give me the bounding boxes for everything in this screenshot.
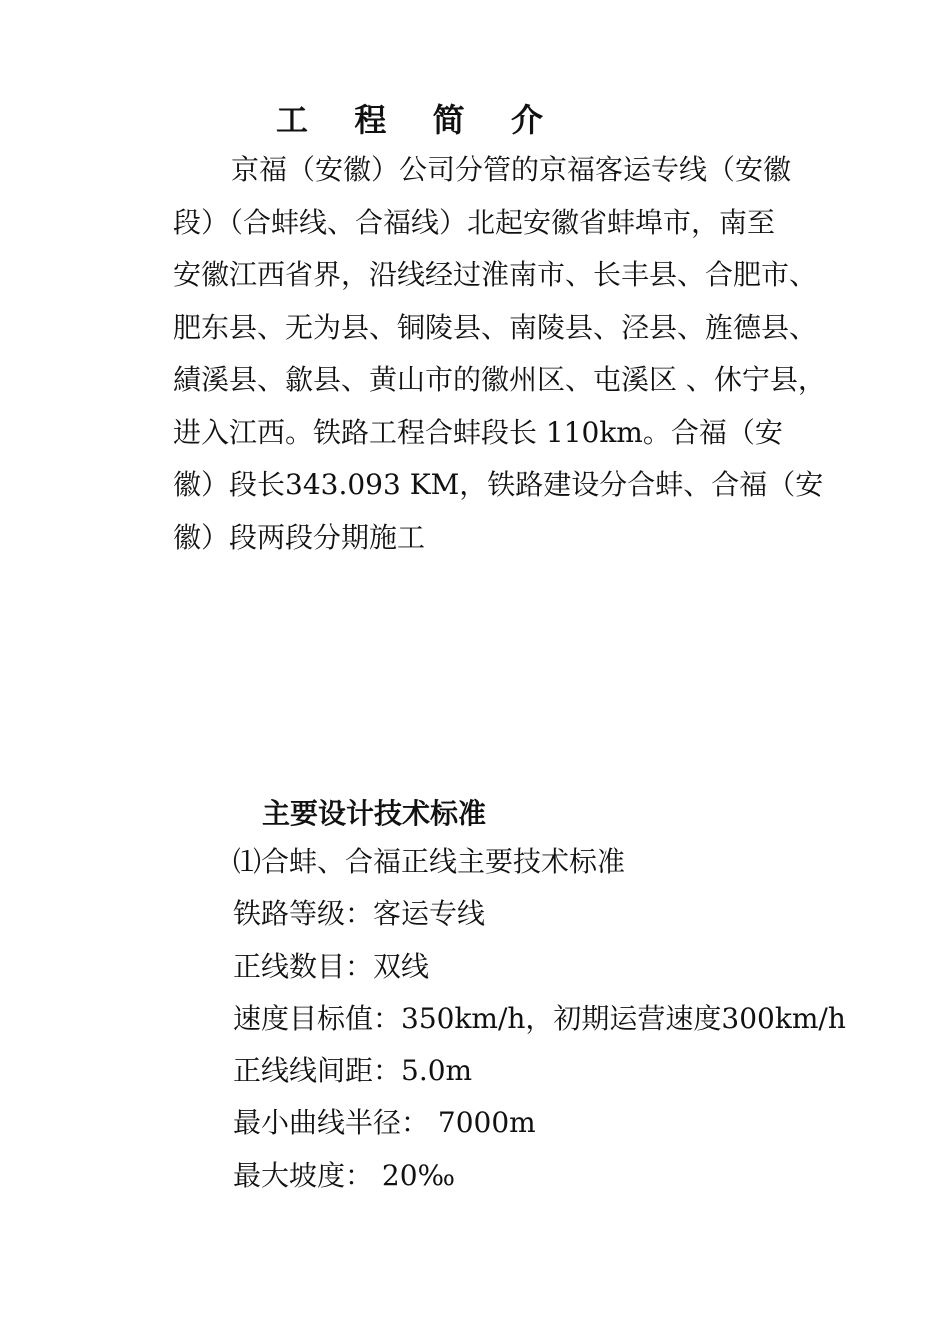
intro-paragraph xyxy=(173,144,873,564)
intro-line: 安徽江西省界，沿线经过淮南市、长丰县、合肥市、 xyxy=(173,258,818,291)
standards-item: 铁路等级：客运专线 xyxy=(233,897,486,931)
intro-line: 京福（安徽）公司分管的京福客运专线（安徽 xyxy=(231,153,792,186)
intro-line: 段）（合蚌线、合福线）北起安徽省蚌埠市，南至 xyxy=(173,205,776,239)
document-title: 工 程 简 介 xyxy=(276,101,561,139)
intro-line: 肥东县、无为县、铜陵县、南陵县、泾县、旌德县、 xyxy=(173,310,818,344)
intro-line: 績溪县、歙县、黄山市的徽州区、屯溪区 、休宁县， xyxy=(173,363,826,396)
standards-heading: 主要设计技术标准 xyxy=(262,797,487,830)
standards-item: 正线线间距：5.0m xyxy=(233,1054,473,1088)
intro-line: 徽）段两段分期施工 xyxy=(173,520,426,554)
intro-line: 徽）段长343.093 KM，铁路建设分合蚌、合福（安 xyxy=(173,468,824,501)
standards-item: 最大坡度： 20‰ xyxy=(233,1158,456,1192)
standards-item: 正线数目：双线 xyxy=(233,949,430,983)
intro-line: 进入江西。铁路工程合蚌段长 110km。合福（安 xyxy=(173,415,783,449)
standards-item: 最小曲线半径： 7000m xyxy=(233,1106,536,1140)
standards-list xyxy=(233,836,846,1202)
standards-item: ⑴合蚌、合福正线主要技术标准 xyxy=(233,845,626,878)
standards-item: 速度目标值：350km/h，初期运营速度300km/h xyxy=(233,1001,846,1035)
